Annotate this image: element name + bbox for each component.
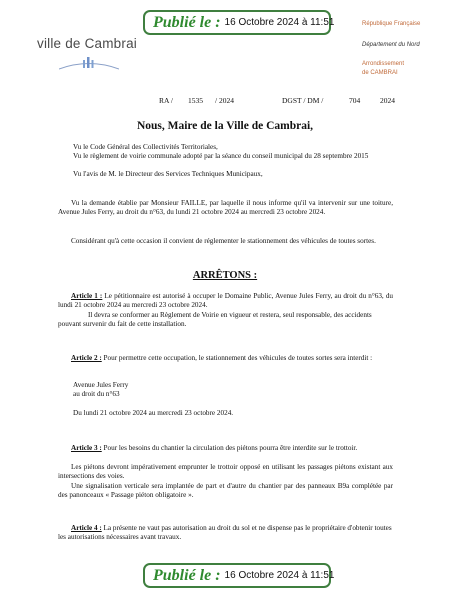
article-2: [58, 354, 393, 363]
arretons-heading: ARRÊTONS :: [192, 270, 258, 281]
article-4: [58, 524, 393, 542]
article-1-label: Article 1 :: [71, 292, 103, 300]
article-3: [58, 444, 393, 453]
logo-emblem-icon: [59, 54, 119, 70]
article-3-text: Pour les besoins du chantier la circulation des piétons pourra être interdite sur le trottoir.: [101, 444, 358, 452]
article-1-text: Le pétitionnaire est autorisé à occuper le Domaine Public, Avenue Jules Ferry, au droit du n°63, du lundi 21 octobre 2024 au mercredi 23 octobre 2024.: [58, 292, 394, 310]
article-2-text: Pour permettre cette occupation, le stationnement des véhicules de toutes sortes sera interdit :: [101, 354, 373, 362]
vu-reglement-voirie: Vu le règlement de voirie communale adopté par la séance du conseil municipal du 28 septembre 2015: [73, 152, 369, 160]
article-2-street: Avenue Jules Ferry: [73, 381, 129, 389]
article-3-label: Article 3 :: [71, 444, 102, 452]
article-3-pietons: Les piétons devront impérativement emprunter le trottoir opposé en utilisant les passages piétons existant aux intersections des voies.: [58, 463, 393, 481]
article-2-dates: Du lundi 21 octobre 2024 au mercredi 23 octobre 2024.: [73, 409, 234, 417]
arrondissement-line1: Arrondissement: [362, 61, 405, 67]
ra-number: 1535: [188, 96, 203, 105]
vu-avis-directeur: Vu l'avis de M. le Directeur des Services Techniques Municipaux,: [73, 170, 263, 178]
departement: Département du Nord: [362, 42, 420, 48]
logo-text: ville de Cambrai: [37, 36, 137, 51]
publication-stamp-top: [143, 10, 335, 35]
demande-paragraph: Vu la demande établie par Monsieur FAILLE, par laquelle il nous informe qu'il va intervenir sur une toiture, Avenue Jules Ferry, au droit du n°63, du lundi 21 octobre 2024 au mercredi 23 octobre 2024.: [58, 199, 393, 217]
stamp-date: 16 Octobre 2024 à 11:51: [224, 17, 335, 28]
administrative-header: [362, 20, 446, 78]
dgst-label: DGST / DM /: [282, 96, 324, 105]
ra-year: / 2024: [215, 96, 234, 105]
ra-label: RA /: [159, 96, 173, 105]
article-2-number: au droit du n°63: [73, 390, 120, 398]
publication-stamp-bottom: [143, 563, 335, 588]
document-title: Nous, Maire de la Ville de Cambrai,: [136, 120, 314, 132]
stamp-date: 16 Octobre 2024 à 11:51: [224, 570, 335, 581]
vu-cgct: Vu le Code Général des Collectivités Territoriales,: [73, 143, 218, 151]
dgst-year: 2024: [380, 96, 395, 105]
stamp-label: Publié le :: [153, 566, 221, 584]
article-1-responsabilite: Il devra se conformer au Règlement de Voirie en vigueur et restera, seul responsable, des accidents pouvant survenir du fait de cette installation.: [58, 311, 372, 329]
article-4-text: La présente ne vaut pas autorisation au droit du sol et ne dispense pas le propriétaire d'obtenir toutes les autorisations nécessaires avant travaux.: [58, 524, 392, 542]
article-3-signalisation: Une signalisation verticale sera implantée de part et d'autre du chantier par des panneaux B9a complétée par des panonceaux « Passage piéton obligatoire ».: [58, 482, 393, 500]
article-1: [58, 292, 393, 310]
dgst-number: 704: [349, 96, 361, 105]
considerant-paragraph: Considérant qu'à cette occasion il convient de réglementer le stationnement des véhicules de toutes sortes.: [71, 237, 376, 245]
article-2-label: Article 2 :: [71, 354, 102, 362]
republique-francaise: République Française: [362, 21, 421, 27]
arrondissement-line2: de CAMBRAI: [362, 70, 398, 76]
stamp-label: Publié le :: [153, 13, 221, 31]
article-4-label: Article 4 :: [71, 524, 102, 532]
cambrai-logo: [37, 36, 137, 76]
